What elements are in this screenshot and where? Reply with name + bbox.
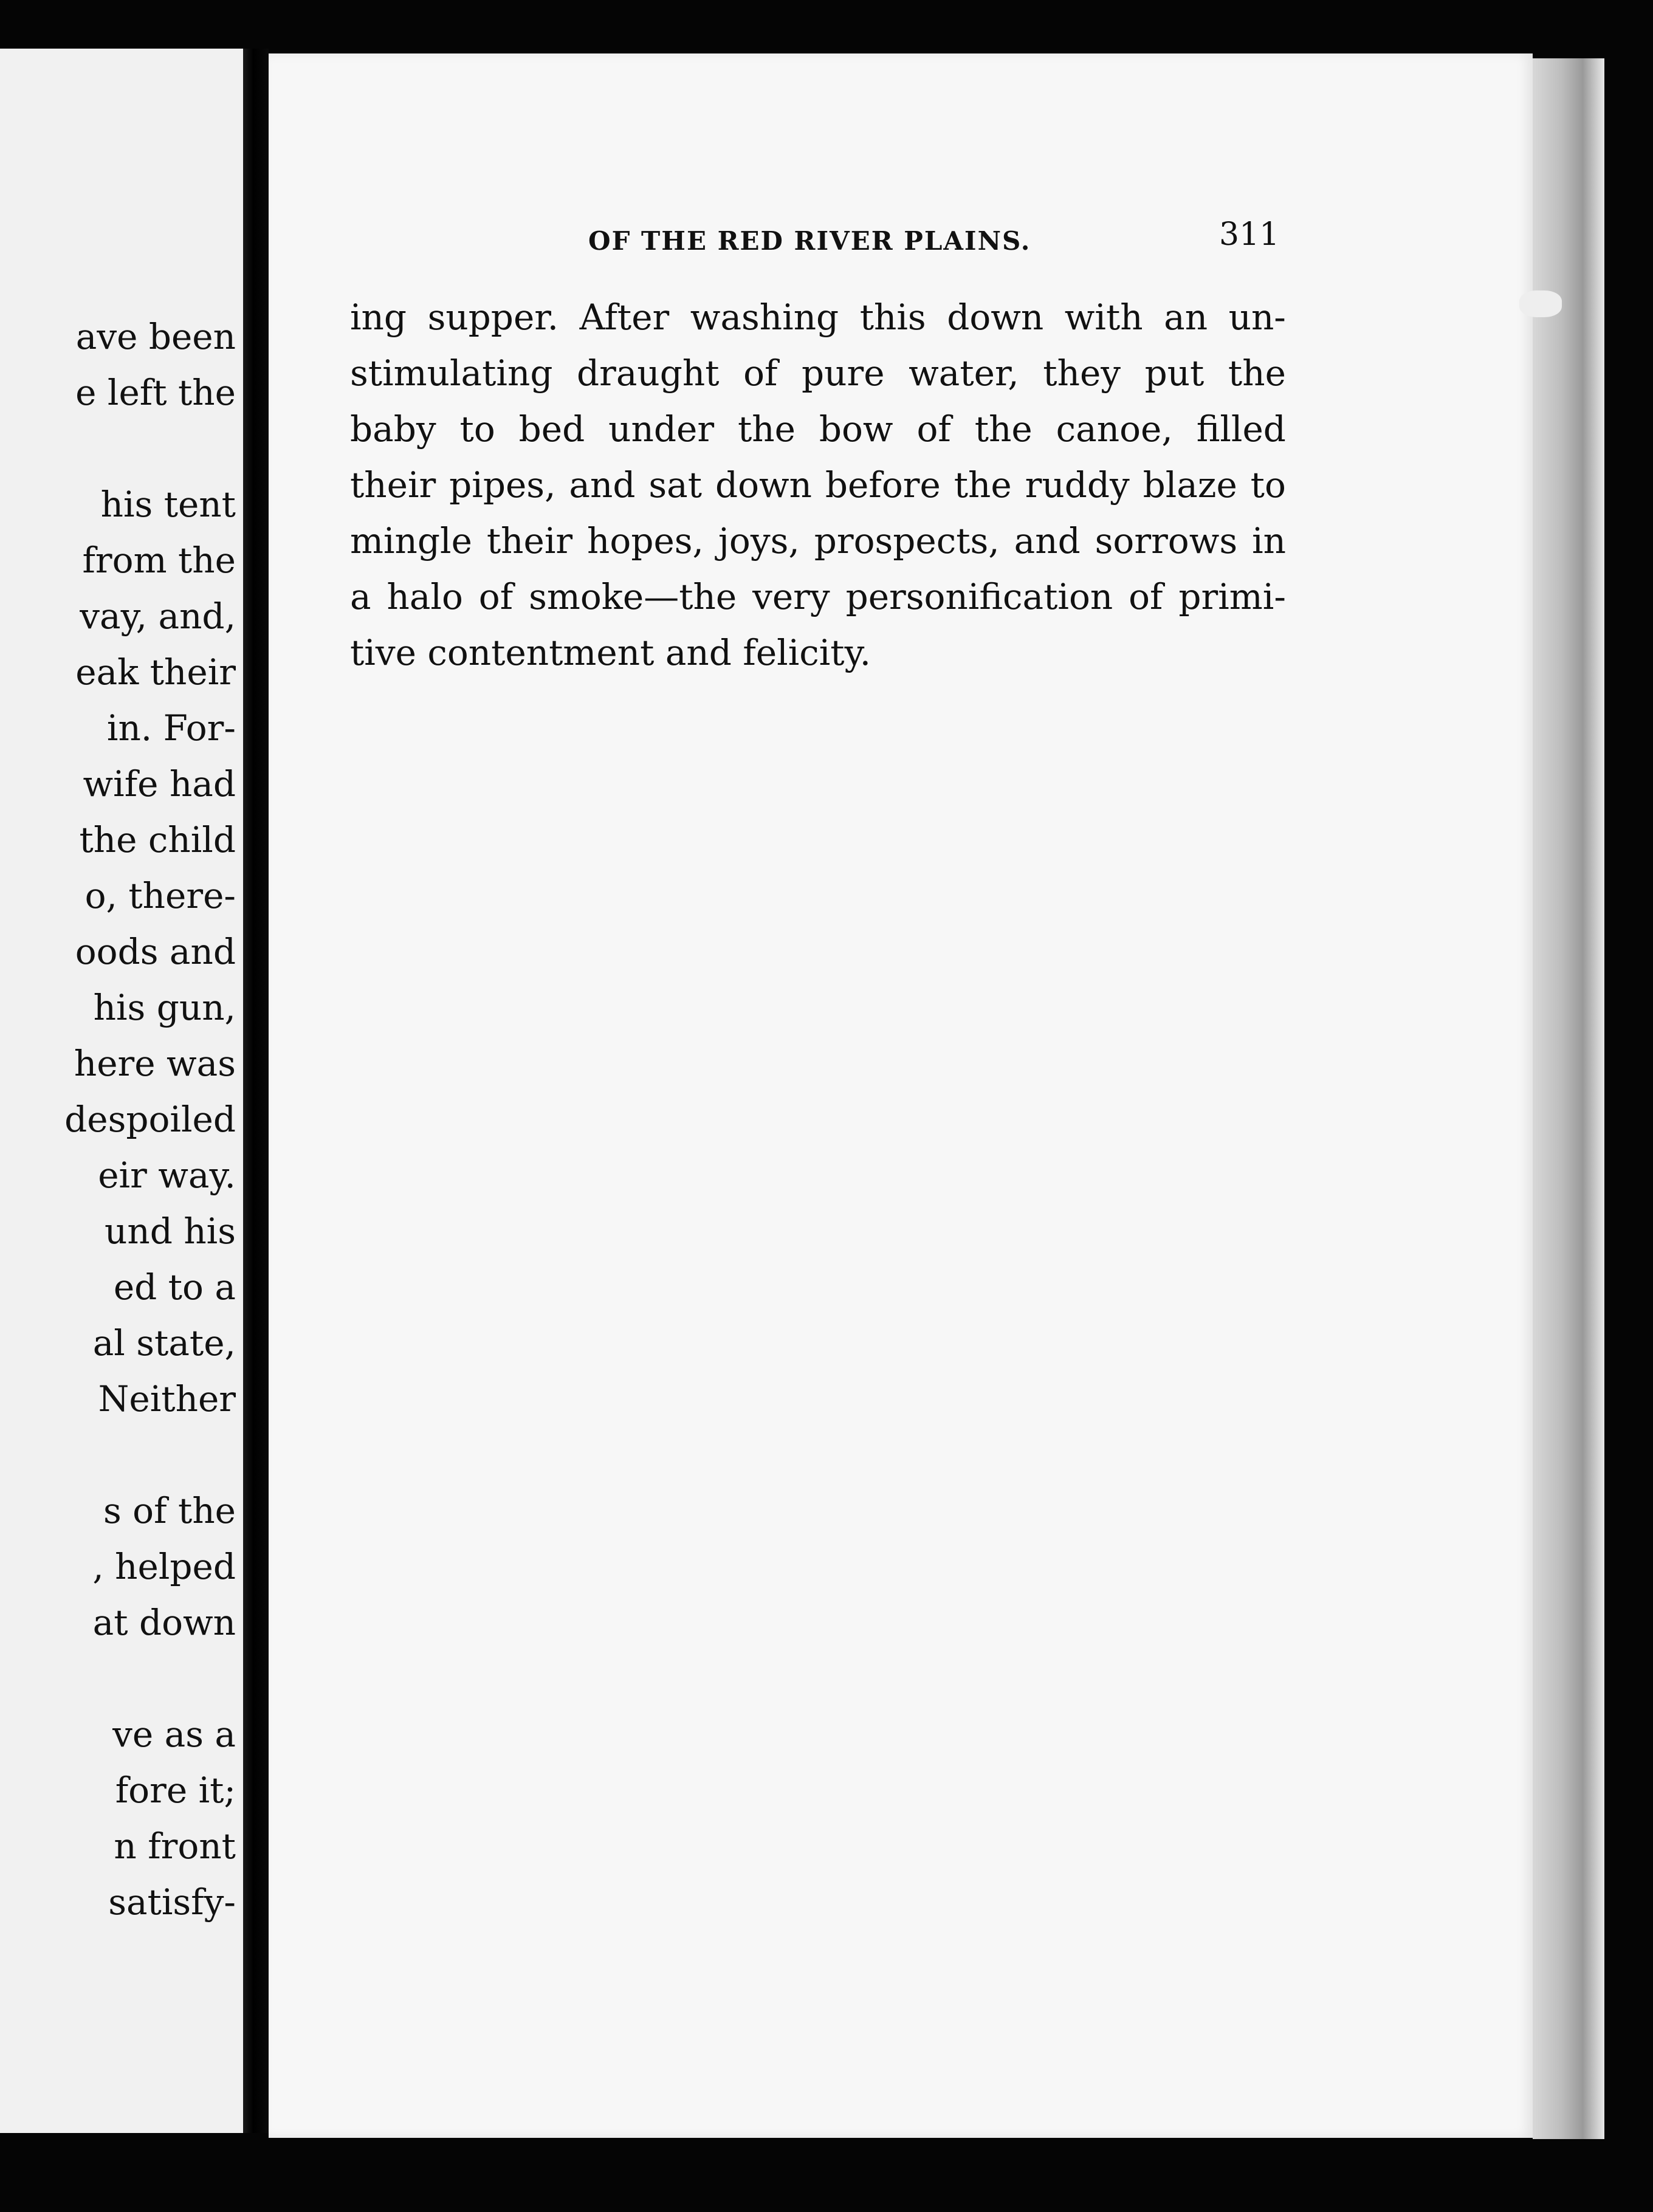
- paper-speck: [1519, 290, 1562, 317]
- facing-page-line: n front: [114, 1826, 236, 1867]
- text-line: ing supper. After washing this down with an un-: [350, 297, 1286, 338]
- facing-page-line: und his: [105, 1211, 236, 1252]
- page-edge: [1533, 58, 1604, 2139]
- facing-page-line: his tent: [100, 484, 236, 525]
- facing-page-line: e left the: [75, 372, 236, 413]
- facing-page-line: from the: [82, 540, 236, 581]
- text-line: stimulating draught of pure water, they put the: [350, 352, 1286, 394]
- facing-page-line: despoiled: [64, 1099, 236, 1140]
- text-line: baby to bed under the bow of the canoe, filled: [350, 408, 1286, 450]
- facing-page-left: [0, 49, 243, 2133]
- facing-page-line: the child: [79, 819, 236, 860]
- facing-page-line: satisfy-: [108, 1881, 236, 1923]
- facing-page-line: vay, and,: [80, 596, 236, 637]
- facing-page-line: oods and: [75, 931, 236, 972]
- binding-gutter: [243, 49, 269, 2133]
- facing-page-line: in. For-: [106, 707, 236, 749]
- facing-page-line: Neither: [98, 1378, 236, 1420]
- facing-page-line: ve as a: [112, 1714, 236, 1755]
- facing-page-line: , helped: [92, 1546, 236, 1587]
- page-number: 311: [1219, 216, 1280, 253]
- facing-page-line: wife had: [83, 763, 236, 805]
- facing-page-line: s of the: [103, 1490, 236, 1531]
- facing-page-line: ave been: [75, 316, 236, 357]
- facing-page-line: his gun,: [93, 987, 236, 1028]
- facing-page-line: o, there-: [84, 875, 236, 916]
- facing-page-line: here was: [74, 1043, 236, 1084]
- text-line: mingle their hopes, joys, prospects, and sorrows in: [350, 520, 1286, 562]
- facing-page-line: eir way.: [98, 1155, 236, 1196]
- facing-page-line: eak their: [75, 651, 236, 693]
- facing-page-line: ed to a: [113, 1266, 236, 1308]
- running-head: OF THE RED RIVER PLAINS.: [588, 226, 1031, 256]
- facing-page-line: al state,: [92, 1322, 236, 1364]
- text-line: their pipes, and sat down before the ruddy blaze to: [350, 464, 1286, 506]
- facing-page-line: at down: [92, 1602, 236, 1643]
- facing-page-line: fore it;: [115, 1770, 236, 1811]
- text-line: tive contentment and felicity.: [350, 632, 871, 673]
- text-line: a halo of smoke—the very personification of primi-: [350, 576, 1286, 617]
